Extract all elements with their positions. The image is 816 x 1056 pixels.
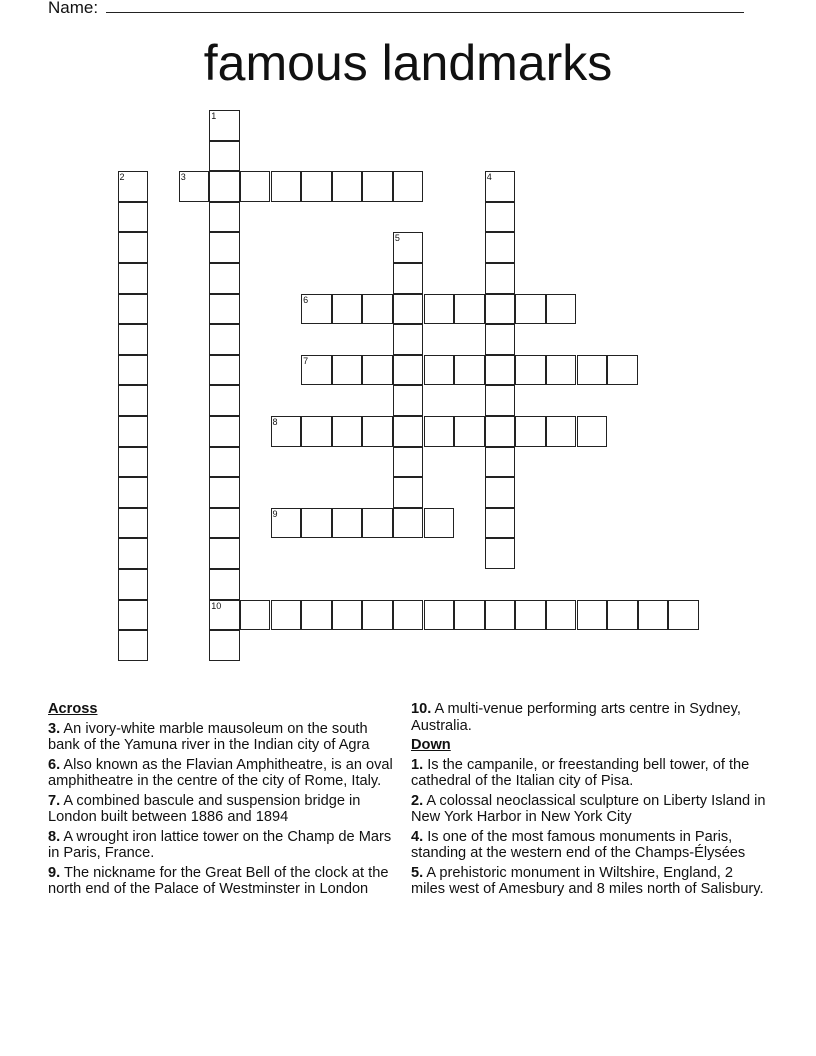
grid-cell[interactable] xyxy=(638,600,669,631)
across-heading: Across xyxy=(48,701,98,717)
grid-cell[interactable] xyxy=(118,477,149,508)
clue-text: Is the campanile, or freestanding bell tower, of the cathedral of the Italian city of Pisa. xyxy=(411,756,750,789)
clue-text: Also known as the Flavian Amphitheatre, is an oval amphitheatre in the centre of the city of Rome, Italy. xyxy=(48,756,393,789)
grid-cell[interactable] xyxy=(424,600,455,631)
clue-number-label: 4. xyxy=(411,828,424,845)
grid-cell[interactable] xyxy=(301,355,332,386)
grid-cell[interactable] xyxy=(424,508,455,539)
clue-number-label: 9. xyxy=(48,864,61,881)
grid-cell[interactable] xyxy=(424,416,455,447)
clue-text: An ivory-white marble mausoleum on the south bank of the Yamuna river in the Indian city of Agra xyxy=(48,720,370,753)
grid-cell[interactable] xyxy=(362,355,393,386)
grid-cell[interactable] xyxy=(332,416,363,447)
grid-cell[interactable] xyxy=(209,110,240,141)
down-heading: Down xyxy=(411,737,451,753)
clue-number-label: 6. xyxy=(48,756,61,773)
grid-cell[interactable] xyxy=(209,202,240,233)
grid-cell[interactable] xyxy=(454,600,485,631)
clue-number: 9 xyxy=(272,508,278,519)
grid-cell[interactable] xyxy=(485,171,516,202)
down-clue-list xyxy=(411,757,771,898)
grid-cell[interactable] xyxy=(485,263,516,294)
grid-cell[interactable] xyxy=(393,294,424,325)
grid-cell[interactable] xyxy=(485,477,516,508)
grid-cell[interactable] xyxy=(209,294,240,325)
clue-number: 8 xyxy=(272,417,278,427)
clue-number-label: 5. xyxy=(411,864,424,881)
across-clue-list-continued xyxy=(411,701,771,734)
grid-cell[interactable] xyxy=(393,355,424,386)
grid-cell[interactable] xyxy=(454,294,485,325)
grid-cell[interactable] xyxy=(393,508,424,539)
clue-number-label: 10. xyxy=(411,701,432,717)
grid-cell[interactable] xyxy=(546,600,577,631)
grid-cell[interactable] xyxy=(271,416,302,447)
grid-cell[interactable] xyxy=(118,569,149,600)
grid-cell[interactable] xyxy=(362,416,393,447)
grid-cell[interactable] xyxy=(118,538,149,569)
grid-cell[interactable] xyxy=(179,171,210,202)
across-clue xyxy=(48,793,398,826)
grid-cell[interactable] xyxy=(362,600,393,631)
grid-cell[interactable] xyxy=(209,416,240,447)
across-clue xyxy=(411,701,771,734)
grid-cell[interactable] xyxy=(118,232,149,263)
grid-cell[interactable] xyxy=(393,232,424,263)
clues-left-column xyxy=(48,701,398,901)
clue-number: 2 xyxy=(119,172,125,183)
grid-cell[interactable] xyxy=(393,447,424,478)
grid-cell[interactable] xyxy=(362,508,393,539)
clue-text: A combined bascule and suspension bridge in London built between 1886 and 1894 xyxy=(48,792,361,825)
grid-cell[interactable] xyxy=(577,600,608,631)
across-clue xyxy=(48,865,398,898)
grid-cell[interactable] xyxy=(515,294,546,325)
clue-number: 10 xyxy=(211,600,222,611)
grid-cell[interactable] xyxy=(485,324,516,355)
across-clue-list xyxy=(48,721,398,898)
grid-cell[interactable] xyxy=(332,171,363,202)
grid-cell[interactable] xyxy=(393,171,424,202)
grid-cell[interactable] xyxy=(332,294,363,325)
clue-number-label: 7. xyxy=(48,792,61,809)
across-clue xyxy=(48,721,398,754)
grid-cell[interactable] xyxy=(485,385,516,416)
grid-cell[interactable] xyxy=(209,477,240,508)
clue-text: Is one of the most famous monuments in Paris, standing at the western end of the Champs-Élysées xyxy=(411,828,746,861)
clue-number: 5 xyxy=(394,233,400,244)
clue-number-label: 2. xyxy=(411,792,424,809)
down-clue xyxy=(411,865,771,898)
grid-cell[interactable] xyxy=(485,508,516,539)
grid-cell[interactable] xyxy=(209,355,240,386)
grid-cell[interactable] xyxy=(546,416,577,447)
grid-cell[interactable] xyxy=(209,385,240,416)
clue-number-label: 3. xyxy=(48,720,61,737)
clue-number: 7 xyxy=(303,355,309,366)
grid-cell[interactable] xyxy=(393,263,424,294)
clues-right-column xyxy=(411,701,771,901)
grid-cell[interactable] xyxy=(209,141,240,172)
grid-cell[interactable] xyxy=(515,600,546,631)
grid-cell[interactable] xyxy=(301,416,332,447)
clue-number: 6 xyxy=(303,294,309,305)
grid-cell[interactable] xyxy=(118,416,149,447)
grid-cell[interactable] xyxy=(118,385,149,416)
grid-cell[interactable] xyxy=(607,355,638,386)
grid-cell[interactable] xyxy=(546,294,577,325)
grid-cell[interactable] xyxy=(546,355,577,386)
grid-cell[interactable] xyxy=(209,232,240,263)
grid-cell[interactable] xyxy=(271,600,302,631)
grid-cell[interactable] xyxy=(607,600,638,631)
clue-number: 3 xyxy=(180,172,186,183)
grid-cell[interactable] xyxy=(118,600,149,631)
grid-cell[interactable] xyxy=(485,294,516,325)
puzzle-title: famous landmarks xyxy=(203,35,613,91)
grid-cell[interactable] xyxy=(118,171,149,202)
clue-text: The nickname for the Great Bell of the clock at the north end of the Palace of Westminster in London xyxy=(48,864,389,897)
grid-cell[interactable] xyxy=(301,508,332,539)
grid-cell[interactable] xyxy=(209,538,240,569)
grid-cell[interactable] xyxy=(393,385,424,416)
grid-cell[interactable] xyxy=(454,416,485,447)
grid-cell[interactable] xyxy=(485,538,516,569)
grid-cell[interactable] xyxy=(118,294,149,325)
grid-cell[interactable] xyxy=(454,355,485,386)
grid-cell[interactable] xyxy=(424,355,455,386)
grid-cell[interactable] xyxy=(485,600,516,631)
name-label: Name: xyxy=(48,0,103,17)
grid-cell[interactable] xyxy=(485,416,516,447)
grid-cell[interactable] xyxy=(362,294,393,325)
grid-cell[interactable] xyxy=(209,569,240,600)
clue-text: A prehistoric monument in Wiltshire, England, 2 miles west of Amesbury and 8 miles north of Salisbury. xyxy=(411,864,764,897)
grid-cell[interactable] xyxy=(668,600,699,631)
grid-cell[interactable] xyxy=(118,324,149,355)
grid-cell[interactable] xyxy=(332,508,363,539)
down-clue xyxy=(411,757,771,790)
grid-cell[interactable] xyxy=(240,600,271,631)
clue-text: A multi-venue performing arts centre in Sydney, Australia. xyxy=(411,701,741,734)
grid-cell[interactable] xyxy=(393,600,424,631)
clue-number: 4 xyxy=(486,172,492,183)
clue-number: 1 xyxy=(211,111,217,121)
across-clue xyxy=(48,829,398,862)
grid-cell[interactable] xyxy=(485,202,516,233)
grid-cell[interactable] xyxy=(301,171,332,202)
grid-cell[interactable] xyxy=(393,416,424,447)
grid-cell[interactable] xyxy=(209,447,240,478)
grid-cell[interactable] xyxy=(209,324,240,355)
grid-cell[interactable] xyxy=(515,355,546,386)
grid-cell[interactable] xyxy=(301,294,332,325)
grid-cell[interactable] xyxy=(424,294,455,325)
grid-cell[interactable] xyxy=(301,600,332,631)
across-clue xyxy=(48,757,398,790)
grid-cell[interactable] xyxy=(485,355,516,386)
grid-cell[interactable] xyxy=(118,263,149,294)
clue-text: A wrought iron lattice tower on the Champ de Mars in Paris, France. xyxy=(48,828,392,861)
grid-cell[interactable] xyxy=(485,232,516,263)
grid-cell[interactable] xyxy=(209,630,240,661)
grid-cell[interactable] xyxy=(271,171,302,202)
grid-cell[interactable] xyxy=(332,355,363,386)
grid-cell[interactable] xyxy=(118,508,149,539)
grid-cell[interactable] xyxy=(118,202,149,233)
grid-cell[interactable] xyxy=(393,324,424,355)
grid-cell[interactable] xyxy=(362,171,393,202)
grid-cell[interactable] xyxy=(118,355,149,386)
grid-cell[interactable] xyxy=(118,630,149,661)
clue-number-label: 1. xyxy=(411,756,424,773)
grid-cell[interactable] xyxy=(485,447,516,478)
grid-cell[interactable] xyxy=(240,171,271,202)
clue-number-label: 8. xyxy=(48,828,61,845)
grid-cell[interactable] xyxy=(209,263,240,294)
grid-cell[interactable] xyxy=(332,600,363,631)
down-clue xyxy=(411,793,771,826)
grid-cell[interactable] xyxy=(271,508,302,539)
grid-cell[interactable] xyxy=(209,171,240,202)
down-clue xyxy=(411,829,771,862)
grid-cell[interactable] xyxy=(209,600,240,631)
grid-cell[interactable] xyxy=(118,447,149,478)
clue-text: A colossal neoclassical sculpture on Liberty Island in New York Harbor in New York City xyxy=(411,792,766,825)
grid-cell[interactable] xyxy=(515,416,546,447)
grid-cell[interactable] xyxy=(577,355,608,386)
grid-cell[interactable] xyxy=(209,508,240,539)
grid-cell[interactable] xyxy=(577,416,608,447)
grid-cell[interactable] xyxy=(393,477,424,508)
